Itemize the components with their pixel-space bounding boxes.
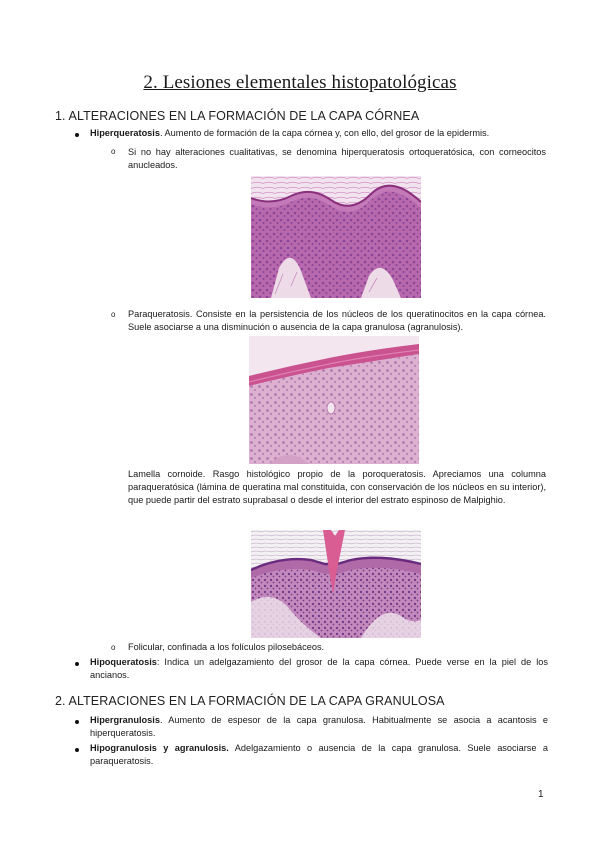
paragraph-hipogranulosis: [90, 742, 548, 768]
paragraph-ortoqueratosica: Si no hay alteraciones cualitativas, se denomina hiperqueratosis ortoqueratósica, con corneocitos anucleados.: [128, 147, 546, 170]
sub-bullet: o: [111, 643, 116, 652]
histology-image-lamella-cornoide: [251, 530, 421, 638]
paragraph-lamella-cornoide: Lamella cornoide. Rasgo histológico propio de la poroqueratosis. Apreciamos una columna paraqueratósica (lámina de queratina mal constituida, con conservación de los núcleos en su interior), que puede partir del estrato suprabasal o desde el interior del estrato espinoso de Malpighio.: [128, 469, 546, 505]
page-title: 2. Lesiones elementales histopatológicas: [143, 72, 457, 93]
bullet: [75, 662, 79, 666]
page-number: 1: [538, 789, 544, 800]
section-heading-1: 1. ALTERACIONES EN LA FORMACIÓN DE LA CAPA CÓRNEA: [55, 109, 420, 123]
text-hiperqueratosis: . Aumento de formación de la capa córnea y, con ello, del grosor de la epidermis.: [159, 128, 490, 138]
term-hipergranulosis: Hipergranulosis: [90, 715, 160, 725]
bullet: [75, 720, 79, 724]
paragraph-folicular: Folicular, confinada a los folículos pilosebáceos.: [128, 642, 325, 652]
bullet: [75, 748, 79, 752]
term-hiperqueratosis: Hiperqueratosis: [90, 128, 160, 138]
text-hipoqueratosis: : Indica un adelgazamiento del grosor de la capa córnea. Puede verse en la piel de los ancianos.: [90, 657, 548, 680]
bullet: [75, 133, 79, 137]
text-hipergranulosis: . Aumento de espesor de la capa granulosa. Habitualmente se asocia a acantosis e hiperqueratosis.: [90, 715, 548, 738]
sub-bullet: o: [111, 310, 116, 319]
section-heading-2: 2. ALTERACIONES EN LA FORMACIÓN DE LA CAPA GRANULOSA: [55, 694, 445, 708]
term-hipoqueratosis: Hipoqueratosis: [90, 657, 157, 667]
paragraph-hipergranulosis: [90, 714, 548, 740]
histology-image-paraqueratosis: [249, 336, 419, 464]
paragraph-hipoqueratosis: [90, 656, 548, 682]
histology-image-hiperqueratosis: [251, 176, 421, 298]
term-hipogranulosis: Hipogranulosis y agranulosis.: [90, 743, 229, 753]
text-hipogranulosis: Adelgazamiento o ausencia de la capa granulosa. Suele asociarse a paraqueratosis.: [90, 743, 548, 766]
paragraph-paraqueratosis: Paraqueratosis. Consiste en la persistencia de los núcleos de los queratinocitos en la capa córnea. Suele asociarse a una disminución o ausencia de la capa granulosa (agranulosis).: [128, 309, 546, 332]
paragraph-hiperqueratosis: [90, 127, 550, 140]
sub-bullet: o: [111, 147, 116, 156]
